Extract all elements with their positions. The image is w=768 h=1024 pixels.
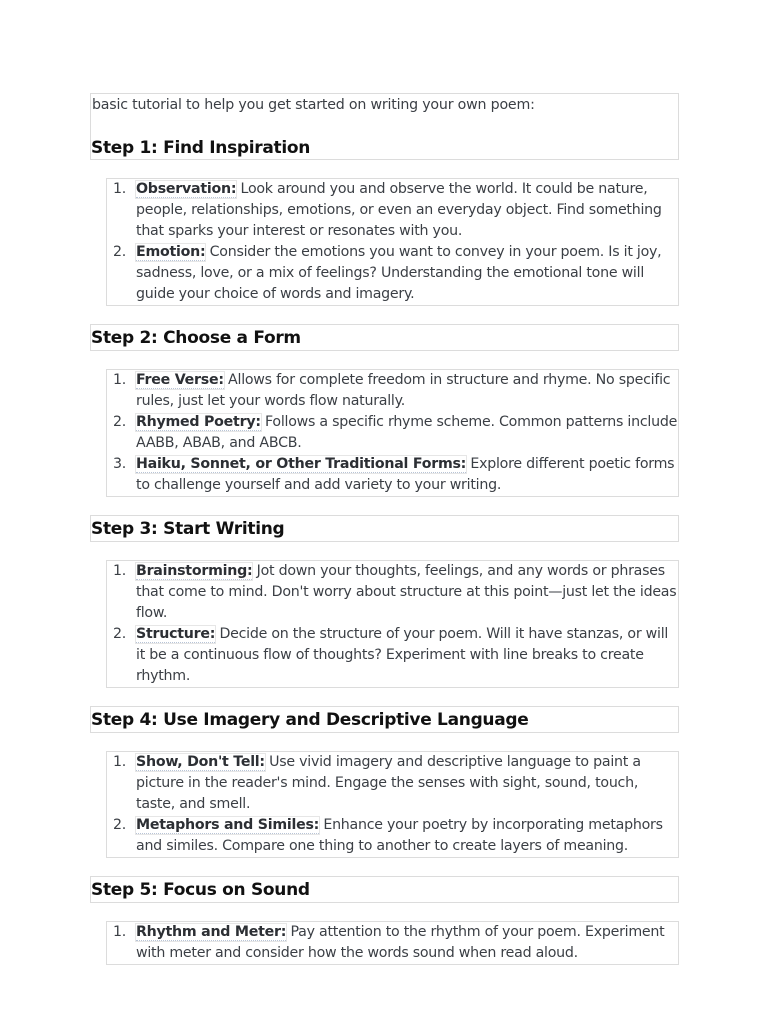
term-emotion: Emotion: xyxy=(136,244,206,260)
list-number: 1. xyxy=(113,754,127,770)
term-free-verse: Free Verse: xyxy=(136,372,224,388)
step-2-heading-box xyxy=(90,324,679,351)
term-observation: Observation: xyxy=(136,181,237,197)
step-3-heading: Step 3: Start Writing xyxy=(91,519,285,539)
step-4-heading-box xyxy=(90,706,679,733)
list-item xyxy=(107,561,678,624)
list-number: 1. xyxy=(113,181,127,197)
term-metaphors-similes: Metaphors and Similes: xyxy=(136,817,320,833)
term-rhythm-meter: Rhythm and Meter: xyxy=(136,924,287,940)
list-item xyxy=(107,815,678,857)
intro-block xyxy=(90,93,679,160)
item-text: Decide on the structure of your poem. Will it have stanzas, or will it be a continuous flow of thoughts? Experiment with line breaks to create rhythm. xyxy=(136,626,669,684)
item-text: Pay attention to the rhythm of your poem. Experiment with meter and consider how the words sound when read aloud. xyxy=(136,924,665,961)
term-show-dont-tell: Show, Don't Tell: xyxy=(136,754,265,770)
document xyxy=(90,93,679,965)
step-5-list xyxy=(106,921,679,965)
step-5-heading: Step 5: Focus on Sound xyxy=(91,880,310,900)
list-number: 2. xyxy=(113,414,127,430)
list-number: 1. xyxy=(113,924,127,940)
list-item xyxy=(107,752,678,815)
list-item xyxy=(107,922,678,964)
step-1-heading: Step 1: Find Inspiration xyxy=(91,138,311,158)
item-text: Consider the emotions you want to convey in your poem. Is it joy, sadness, love, or a mix of feelings? Understanding the emotional tone will guide your choice of words and imagery. xyxy=(136,244,662,302)
item-text: Follows a specific rhyme scheme. Common patterns include AABB, ABAB, and ABCB. xyxy=(136,414,678,451)
list-item xyxy=(107,454,678,496)
step-4-heading: Step 4: Use Imagery and Descriptive Language xyxy=(91,710,529,730)
item-text: Look around you and observe the world. It could be nature, people, relationships, emotions, or even an everyday object. Find something that sparks your interest or resonates with you. xyxy=(136,181,662,239)
item-text: Use vivid imagery and descriptive language to paint a picture in the reader's mind. Engage the senses with sight, sound, touch, taste, and smell. xyxy=(136,754,641,812)
list-number: 2. xyxy=(113,626,127,642)
step-2-heading: Step 2: Choose a Form xyxy=(91,328,301,348)
term-rhymed-poetry: Rhymed Poetry: xyxy=(136,414,261,430)
item-text: Enhance your poetry by incorporating metaphors and similes. Compare one thing to another to create layers of meaning. xyxy=(136,817,663,854)
step-4-list xyxy=(106,751,679,858)
list-number: 3. xyxy=(113,456,127,472)
term-brainstorming: Brainstorming: xyxy=(136,563,253,579)
list-number: 1. xyxy=(113,563,127,579)
item-text: Explore different poetic forms to challenge yourself and add variety to your writing. xyxy=(136,456,675,493)
list-item xyxy=(107,370,678,412)
term-traditional-forms: Haiku, Sonnet, or Other Traditional Forms: xyxy=(136,456,467,472)
step-1-list xyxy=(106,178,679,306)
step-3-list xyxy=(106,560,679,688)
item-text: Allows for complete freedom in structure and rhyme. No specific rules, just let your words flow naturally. xyxy=(136,372,671,409)
list-number: 2. xyxy=(113,244,127,260)
intro-text: basic tutorial to help you get started on writing your own poem: xyxy=(92,97,535,113)
term-structure: Structure: xyxy=(136,626,216,642)
item-text: Jot down your thoughts, feelings, and any words or phrases that come to mind. Don't worry about structure at this point—just let the ideas flow. xyxy=(136,563,677,621)
step-5-heading-box xyxy=(90,876,679,903)
step-2-list xyxy=(106,369,679,497)
step-3-heading-box xyxy=(90,515,679,542)
list-item xyxy=(107,179,678,242)
list-item xyxy=(107,624,678,687)
list-item xyxy=(107,412,678,454)
list-number: 1. xyxy=(113,372,127,388)
list-number: 2. xyxy=(113,817,127,833)
list-item xyxy=(107,242,678,305)
